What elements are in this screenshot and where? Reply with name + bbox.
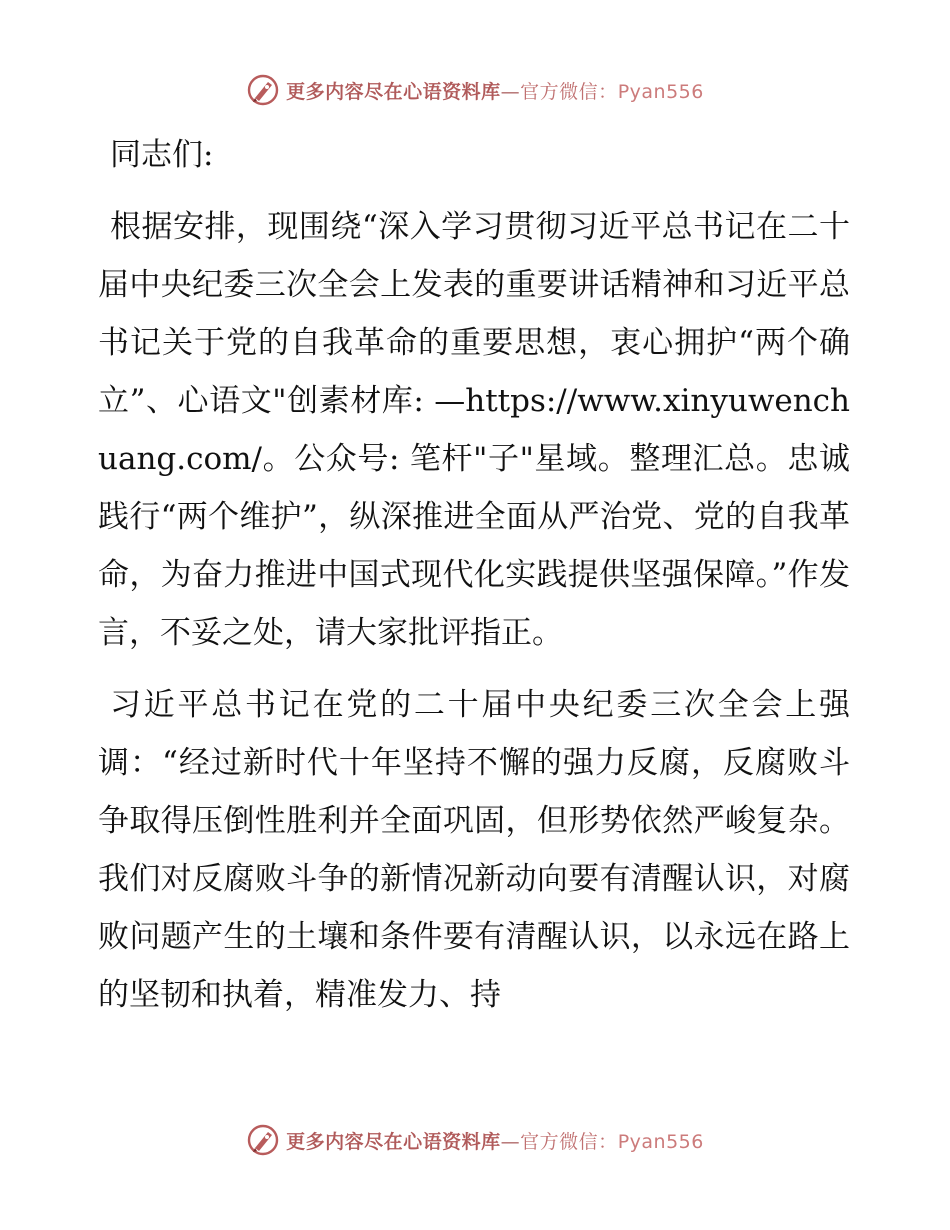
watermark-wechat-label: 官方微信：: [520, 80, 618, 103]
watermark-footer: [0, 1120, 950, 1160]
paragraph-intro: 根据安排，现围绕“深入学习贯彻习近平总书记在二十届中央纪委三次全会上发表的重要讲话精神和习近平总书记关于党的自我革命的重要思想，衷心拥护“两个确立”、心语文"创素材库: —https://www.xinyuwenchuang.com/。公众号: 笔杆"子"星域。整理汇总。忠诚践行“两个维护”，纵深推进全面从严治党、党的自我革命，为奋力推进中国式现代化实践提供坚强保障。”作发言，不妥之处，请大家批评指正。: [98, 209, 850, 651]
watermark-wechat-id: Pyan556: [617, 80, 704, 103]
watermark-dash: —: [500, 80, 521, 103]
watermark-text: [286, 77, 704, 104]
watermark-wechat-id: Pyan556: [617, 1130, 704, 1153]
pen-logo-icon: [246, 73, 280, 107]
document-body: [98, 126, 850, 1038]
watermark-brand: 更多内容尽在心语资料库: [286, 1130, 501, 1153]
paragraph-quote: 习近平总书记在党的二十届中央纪委三次全会上强调：“经过新时代十年坚持不懈的强力反腐，反腐败斗争取得压倒性胜利并全面巩固，但形势依然严峻复杂。我们对反腐败斗争的新情况新动向要有清醒认识，对腐败问题产生的土壤和条件要有清醒认识，以永远在路上的坚韧和执着，精准发力、持: [98, 687, 850, 1013]
salutation: 同志们:: [110, 137, 214, 173]
pen-logo-icon: [246, 1123, 280, 1157]
watermark-wechat-label: 官方微信：: [520, 1130, 618, 1153]
watermark-text: [286, 1127, 704, 1154]
watermark-dash: —: [500, 1130, 521, 1153]
watermark-header: [0, 70, 950, 110]
watermark-brand: 更多内容尽在心语资料库: [286, 80, 501, 103]
